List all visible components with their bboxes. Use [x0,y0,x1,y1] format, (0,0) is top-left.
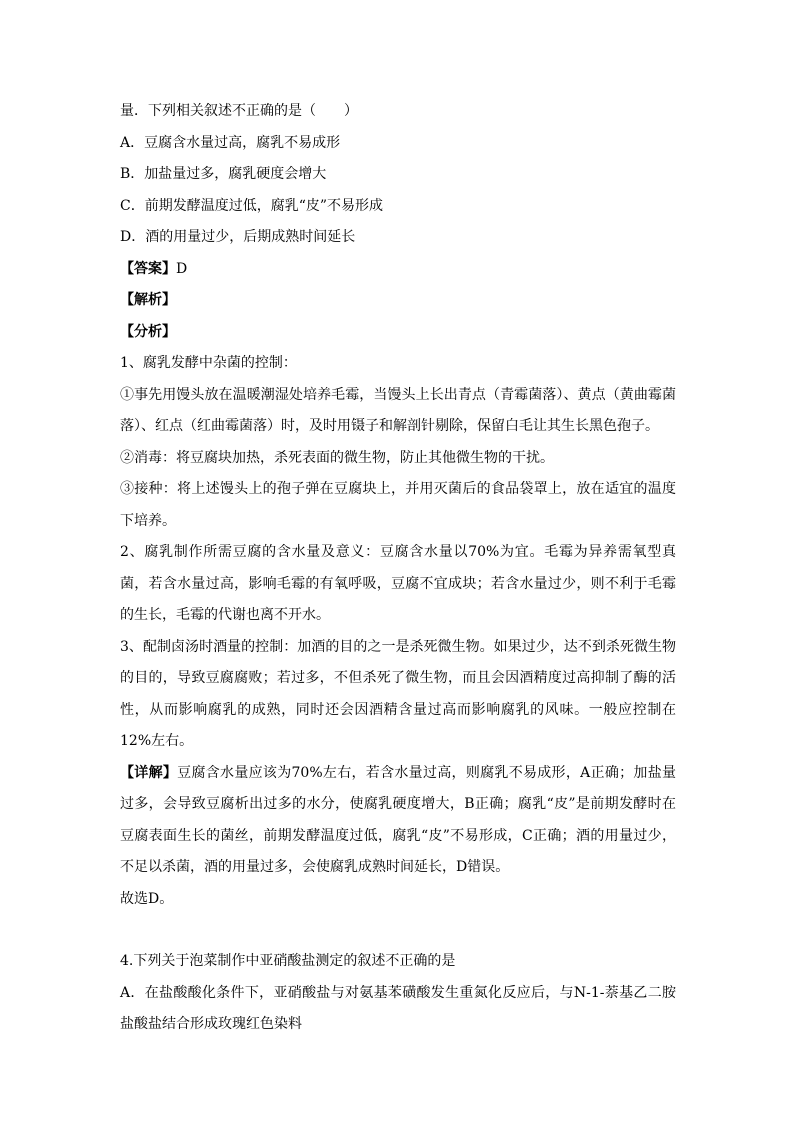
fenxi-label: 【分析】 [120,323,176,340]
detail-label: 【详解】 [120,764,178,781]
detail-paragraph [120,758,676,884]
answer-label: 【答案】 [120,260,176,277]
conclusion: 故选D。 [120,890,174,907]
section1-item3: ③接种：将上述馒头上的孢子弹在豆腐块上，并用灭菌后的食品袋罩上，放在适宜的温度下培养。 [120,481,676,529]
answer-value: D [176,260,188,277]
option-d: D．酒的用量过少，后期成熟时间延长 [120,229,356,245]
spacer [120,915,676,946]
section2-paragraph: 2、腐乳制作所需豆腐的含水量及意义：豆腐含水量以70%为宜。毛霉为异养需氧型真菌，若含水量过高，影响毛霉的有氧呼吸，豆腐不宜成块；若含水量过少，则不利于毛霉的生长，毛霉的代谢也离不开水。 [120,544,676,623]
analysis-label: 【解析】 [120,292,176,308]
option-c: C．前期发酵温度过低，腐乳“皮”不易形成 [120,197,384,214]
option-b: B．加盐量过多，腐乳硬度会增大 [120,166,327,182]
question-4-stem: 4.下列关于泡菜制作中亚硝酸盐测定的叙述不正确的是 [120,953,456,969]
section3-paragraph: 3、配制卤汤时酒量的控制：加酒的目的之一是杀死微生物。如果过少，达不到杀死微生物的目的，导致豆腐腐败；若过多，不但杀死了微生物，而且会因酒精度过高抑制了酶的活性，从而影响腐乳的成熟，同时还会因酒精含量过高而影响腐乳的风味。一般应控制在12%左右。 [120,638,676,749]
question-4-option-a: A．在盐酸酸化条件下，亚硝酸盐与对氨基苯磺酸发生重氮化反应后，与N-1-萘基乙二胺盐酸盐结合形成玫瑰红色染料 [120,984,676,1032]
question-stem-tail: 量．下列相关叙述不正确的是（ ） [120,103,358,119]
answer-row [120,254,676,286]
detail-text: 豆腐含水量应该为70%左右，若含水量过高，则腐乳不易成形，A正确；加盐量过多，会导致豆腐析出过多的水分，使腐乳硬度增大，B正确；腐乳“皮”是前期发酵时在豆腐表面生长的菌丝，前期发酵温度过低，腐乳“皮”不易形成，C正确；酒的用量过少，不足以杀菌，酒的用量过多，会使腐乳成熟时间延长，D错误。 [120,764,676,875]
option-a: A．豆腐含水量过高，腐乳不易成形 [120,134,341,151]
section1-item2: ②消毒：将豆腐块加热，杀死表面的微生物，防止其他微生物的干扰。 [120,449,554,466]
document-page [120,96,676,1041]
section1-item1: ①事先用馒头放在温暖潮湿处培养毛霉，当馒头上长出青点（青霉菌落）、黄点（黄曲霉菌落）、红点（红曲霉菌落）时，及时用镊子和解剖针剔除，保留白毛让其生长黑色孢子。 [120,386,676,434]
section1-title: 1、腐乳发酵中杂菌的控制： [120,355,297,371]
